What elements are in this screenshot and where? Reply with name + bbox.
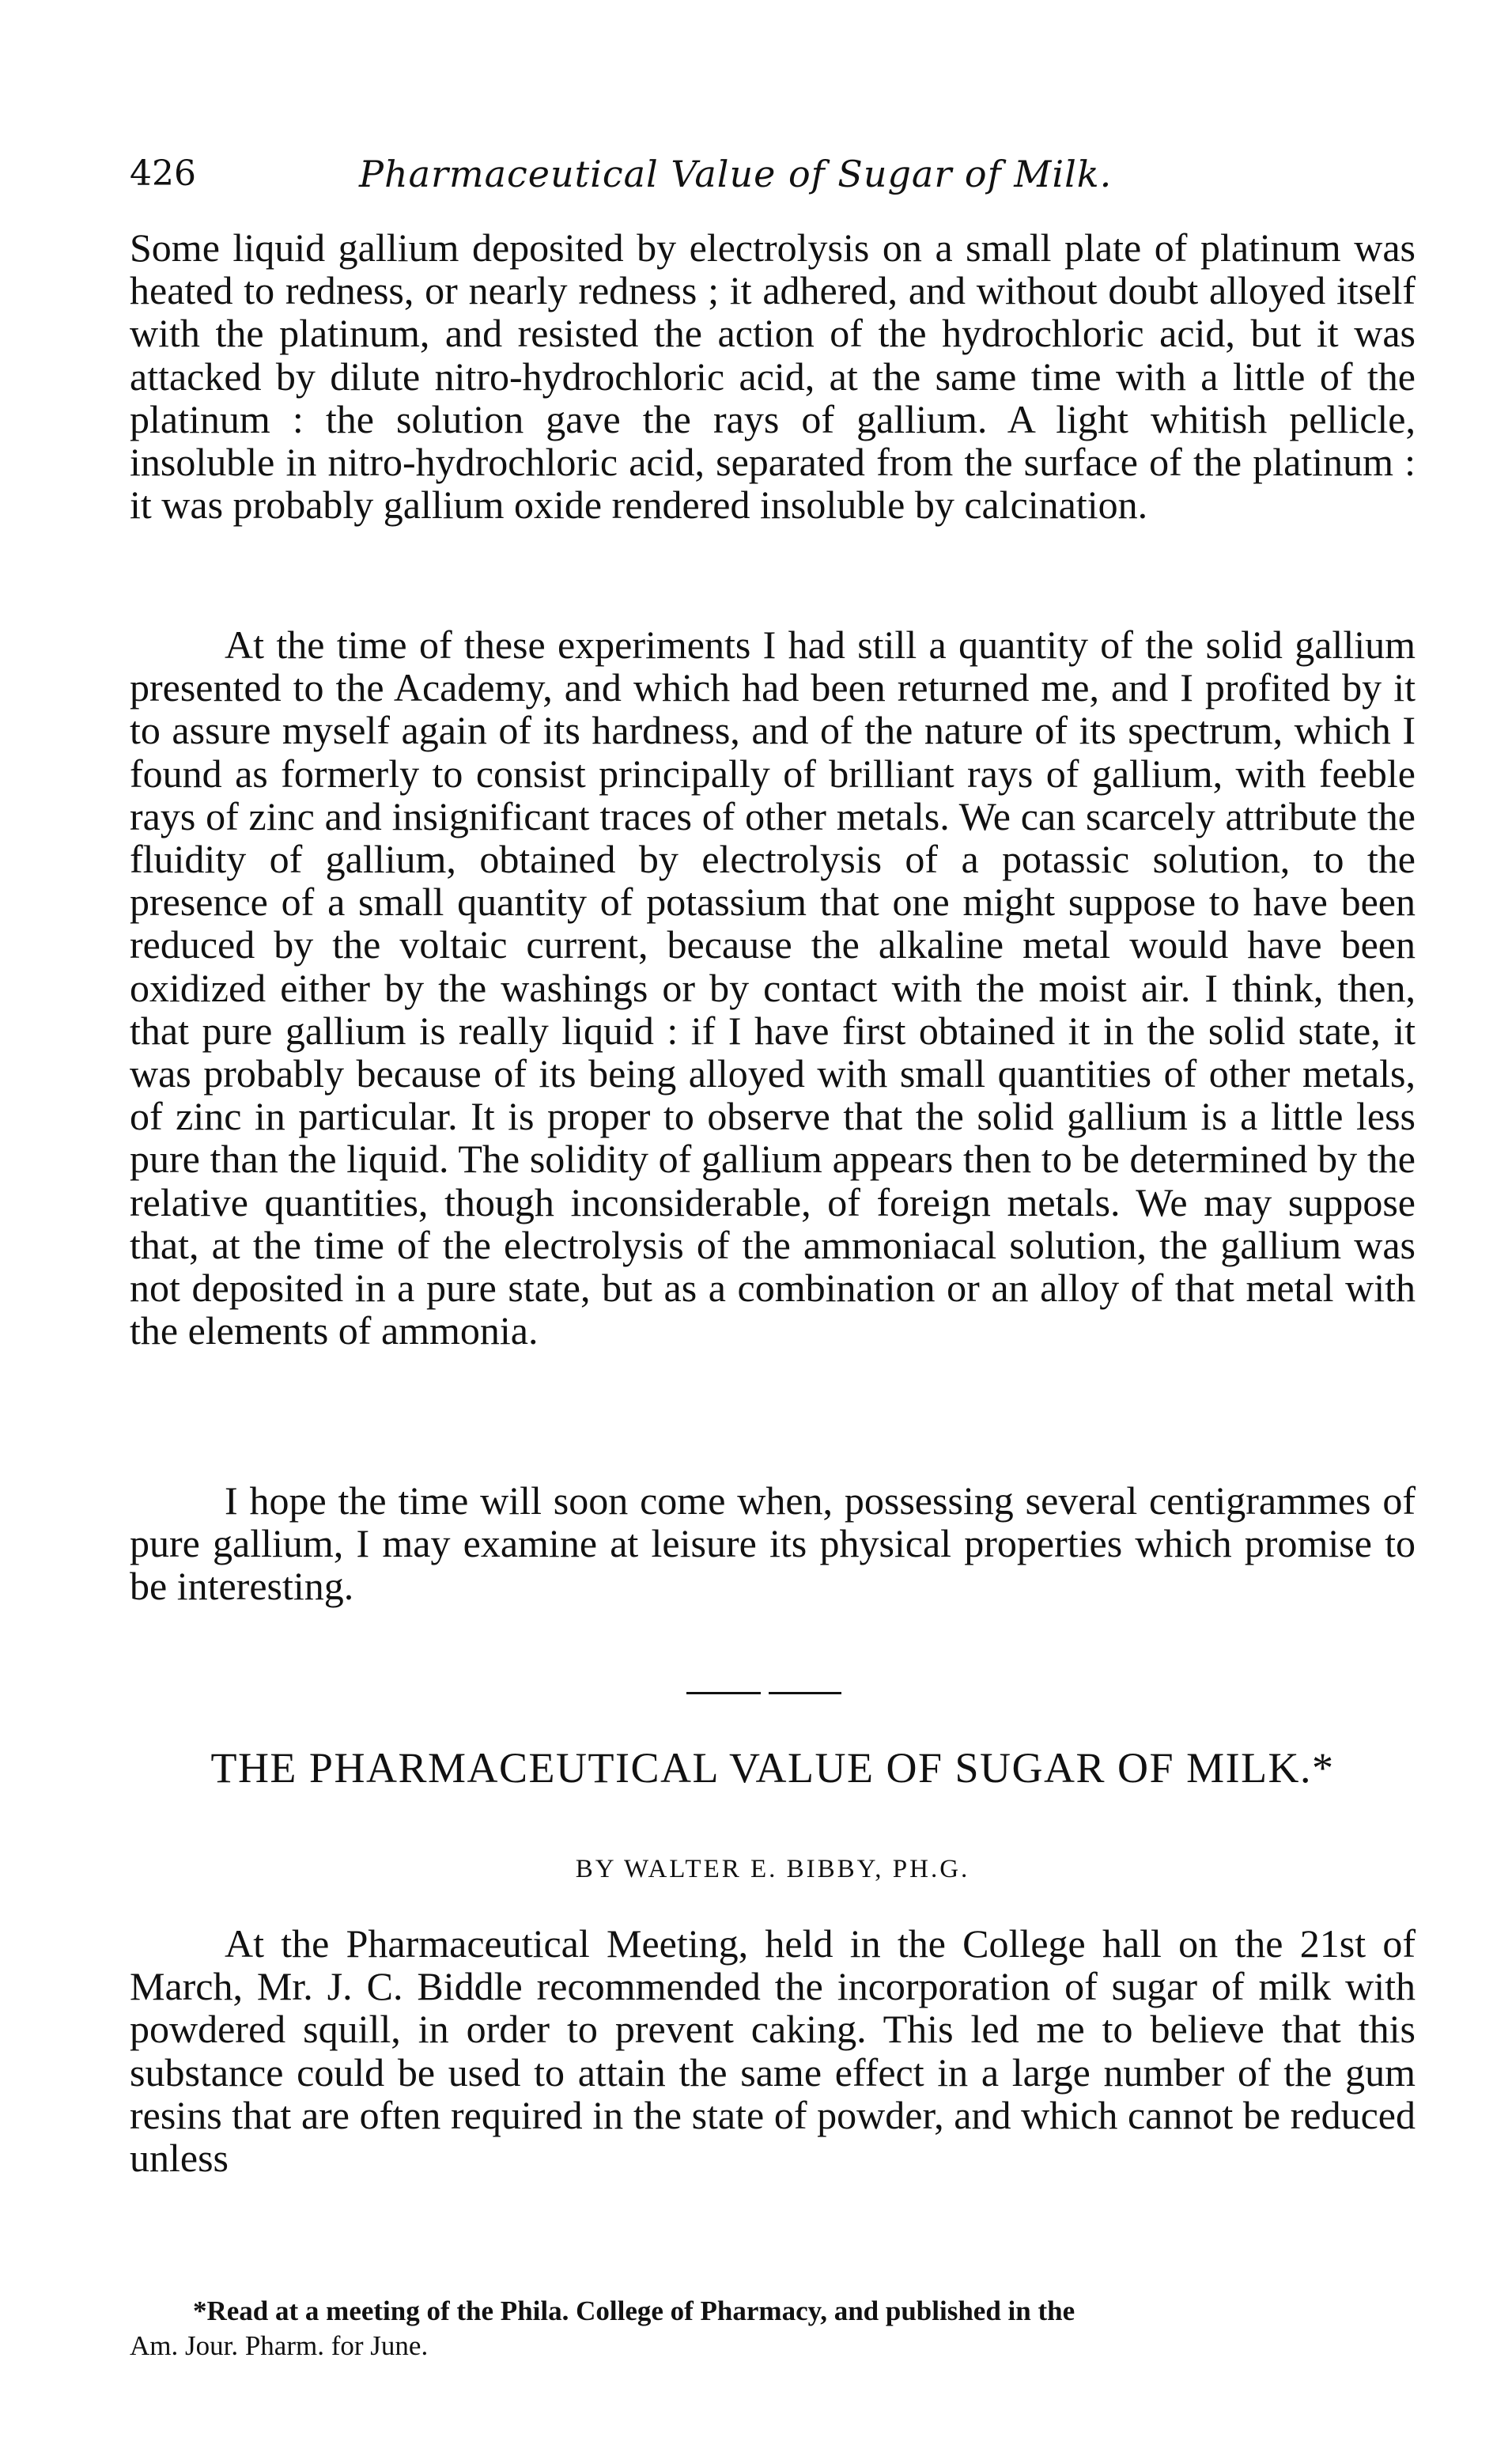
- section-divider-left: [686, 1692, 761, 1694]
- footnote-rest: Am. Jour. Pharm. for June.: [130, 2330, 429, 2361]
- article-body-paragraph: At the Pharmaceutical Meeting, held in the College hall on the 21st of March, Mr. J. C. Biddle recommended the incorporation of sugar of milk with powdered squill, in order to prevent caking. This led me to believe that this substance could be used to attain the same effect in a large number of the gum resins that are often required in the state of powder, and which cannot be reduced unless: [130, 1921, 1416, 2181]
- running-title: Pharmaceutical Value of Sugar of Milk.: [359, 153, 1113, 195]
- footnote: [130, 2294, 1416, 2363]
- paragraph-2: At the time of these experiments I had still a quantity of the solid gallium presented to the Academy, and which had been returned me, and I profited by it to assure myself again of its hardness, and of the nature of its spectrum, which I found as formerly to consist principally of brilliant rays of gallium, with feeble rays of zinc and insignificant traces of other metals. We can scarcely attribute the fluidity of gallium, obtained by electrolysis of a potassic solution, to the presence of a small quantity of potassium that one might suppose to have been reduced by the voltaic current, because the alkaline metal would have been oxidized either by the washings or by contact with the moist air. I think, then, that pure gallium is really liquid : if I have first obtained it in the solid state, it was probably because of its being alloyed with small quantities of other metals, of zinc in particular. It is proper to observe that the solid gallium is a little less pure than the liquid. The solidity of gallium appears then to be determined by the relative quantities, though inconsiderable, of foreign metals. We may suppose that, at the time of the electrolysis of the ammoniacal solution, the gallium was not deposited in a pure state, but as a combination or an alloy of that metal with the elements of ammonia.: [130, 623, 1416, 1353]
- page-number: 426: [130, 153, 196, 194]
- paragraph-3: I hope the time will soon come when, possessing several centigrammes of pure gallium, I may examine at leisure its physical properties which promise to be interesting.: [130, 1478, 1416, 1609]
- paragraph-1: Some liquid gallium deposited by electrolysis on a small plate of platinum was heated to redness, or nearly redness ; it adhered, and without doubt alloyed itself with the platinum, and resisted the action of the hydrochloric acid, but it was attacked by dilute nitro-hydrochloric acid, at the same time with a little of the platinum : the solution gave the rays of gallium. A light whitish pellicle, insoluble in nitro-hydrochloric acid, separated from the surface of the platinum : it was probably gallium oxide rendered insoluble by calcination.: [130, 225, 1416, 528]
- section-divider-right: [769, 1692, 841, 1694]
- footnote-lead: *Read at a meeting of the Phila. College of Pharmacy, and published in the: [193, 2295, 1075, 2326]
- article-title: THE PHARMACEUTICAL VALUE OF SUGAR OF MILK.*: [210, 1744, 1335, 1792]
- running-head: [130, 150, 1411, 206]
- article-byline: BY WALTER E. BIBBY, PH.G.: [575, 1855, 970, 1883]
